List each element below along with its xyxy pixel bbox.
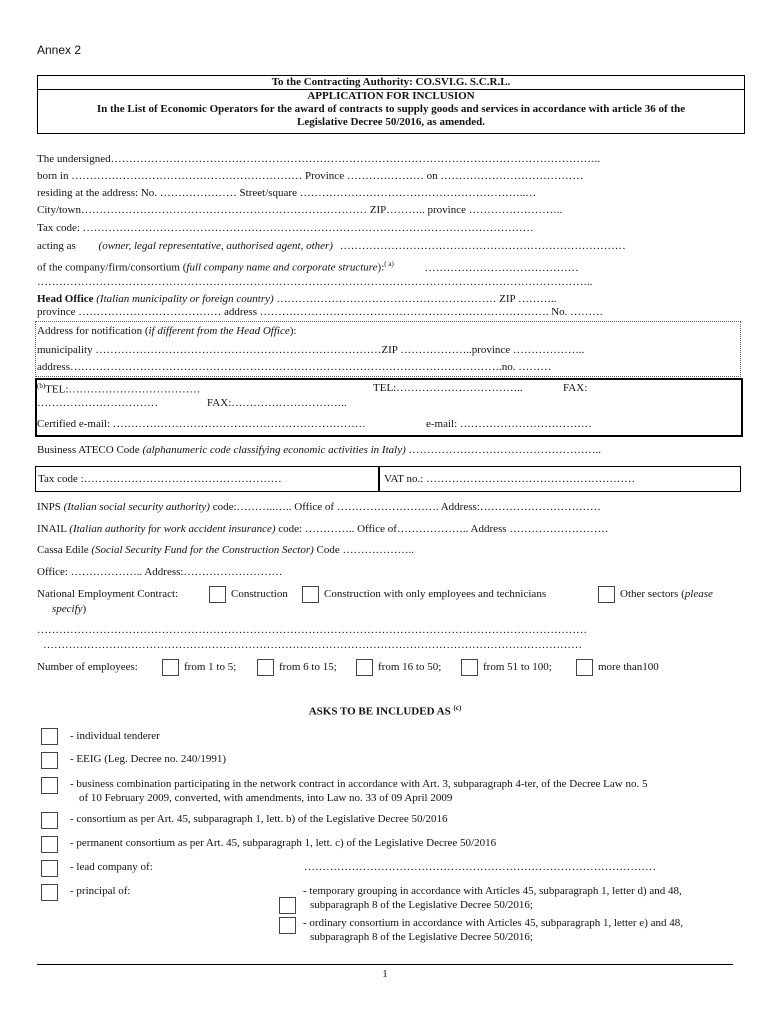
nec-specify-end: ) — [82, 603, 87, 615]
acting-label: acting as — [37, 240, 76, 252]
footnote-c: (c) — [453, 704, 462, 712]
company-field[interactable] — [37, 257, 743, 275]
company-dots: …………………………………… — [424, 261, 579, 274]
fax1-field[interactable]: …………………………… — [37, 397, 158, 409]
inps-hint: (Italian social security authority) — [63, 501, 210, 513]
head-office-dots: …………………………………………………… ZIP ……….. — [276, 293, 557, 305]
notification-title-post: ): — [289, 325, 297, 337]
nec-specify-line2[interactable]: ………………………………………………………………………………………………………………………………… — [43, 639, 582, 651]
ateco-label: Business ATECO Code — [37, 444, 140, 456]
employees-16-50-label: from 16 to 50; — [378, 661, 442, 673]
inail-dots: code: ………….. Office of……………….. Address ……………………… — [278, 523, 609, 535]
option-eeig-checkbox[interactable] — [41, 752, 58, 769]
asks-title — [0, 704, 770, 718]
tel2-field[interactable]: TEL:…………………………….. — [373, 382, 523, 394]
acting-as-field[interactable] — [37, 239, 743, 253]
taxcode-field[interactable]: Tax code: …………………………………………………………………………………………………………… — [37, 222, 534, 234]
footnote-a: ( a) — [384, 260, 394, 268]
born-field[interactable]: born in ……………………………………………………… Province ………………… on ………………………………… — [37, 170, 584, 182]
header-title-box — [37, 89, 745, 134]
notification-municipality[interactable]: municipality ……………………………………………………………………ZIP ………………..province ……………….. — [37, 344, 585, 356]
option-individual-checkbox[interactable] — [41, 728, 58, 745]
option-principal-label: - principal of: — [70, 885, 131, 897]
principal-temp-grouping-checkbox[interactable] — [279, 897, 296, 914]
office-field[interactable]: Office: ……………….. Address:……………………… — [37, 566, 283, 578]
option-lead-company-checkbox[interactable] — [41, 860, 58, 877]
company-continuation[interactable]: …………………………………………………………………………………………………………………………………….. — [37, 276, 593, 288]
header-line2: APPLICATION FOR INCLUSION — [307, 90, 475, 102]
nec-other-pre: Other sectors ( — [620, 588, 685, 600]
option-network-checkbox[interactable] — [41, 777, 58, 794]
pec-field[interactable]: Certified e-mail: …………………………………………………………… — [37, 418, 366, 430]
footnote-b: (b) — [37, 382, 46, 390]
head-office-field[interactable] — [37, 292, 743, 306]
vat-field[interactable]: VAT no.: ………………………………………………… — [384, 473, 636, 485]
company-label-end: ): — [377, 261, 385, 274]
tel1-text: TEL:……………………………… — [45, 383, 201, 396]
option-network-label-2: of 10 February 2009, converted, with amendments, into Law no. 33 of 09 April 2009 — [79, 792, 453, 804]
option-consortium-c-label: - permanent consortium as per Art. 45, subparagraph 1, lett. c) of the Legislative Decree 50/2016 — [70, 837, 497, 849]
cassa-label: Cassa Edile — [37, 544, 89, 556]
option-eeig-label: - EEIG (Leg. Decree no. 240/1991) — [70, 753, 227, 765]
undersigned-field[interactable]: The undersigned…………………………………………………………………………………………………………………….. — [37, 153, 601, 165]
tax-code-field[interactable]: Tax code :……………………………………………… — [38, 473, 282, 485]
employees-51-100-checkbox[interactable] — [461, 659, 478, 676]
notification-title-pre: Address for notification ( — [37, 325, 149, 337]
employees-100-plus-label: more than100 — [598, 661, 659, 673]
option-network-label-1: - business combination participating in the network contract in accordance with Art. 3, subparagraph 4-ter, of the Decree Law no. 5 — [70, 778, 648, 790]
inail-field[interactable] — [37, 522, 743, 536]
option-consortium-c-checkbox[interactable] — [41, 836, 58, 853]
principal-temp-grouping-label-1: - temporary grouping in accordance with Articles 45, subparagraph 1, letter d) and 48, — [303, 885, 682, 897]
header-authority — [37, 75, 745, 90]
cassa-hint: (Social Security Fund for the Construction Sector) — [91, 544, 314, 556]
header-line3: In the List of Economic Operators for the award of contracts to supply goods and services in accordance with article 36 of the — [96, 103, 686, 115]
nec-other-checkbox[interactable] — [598, 586, 615, 603]
employees-51-100-label: from 51 to 100; — [483, 661, 552, 673]
notification-address[interactable]: address……………………………………………………………………………………………………….no. ……… — [37, 361, 552, 373]
asks-title-text: ASKS TO BE INCLUDED AS — [308, 705, 451, 718]
principal-temp-grouping-label-2: subparagraph 8 of the Legislative Decree 50/2016; — [310, 899, 533, 911]
option-individual-label: - individual tenderer — [70, 730, 160, 742]
nec-label: National Employment Contract: — [37, 588, 179, 600]
annex-label: Annex 2 — [37, 43, 82, 57]
footer-divider — [37, 964, 733, 965]
notification-title — [37, 324, 743, 338]
inail-label: INAIL — [37, 523, 67, 535]
cassa-field[interactable] — [37, 543, 743, 557]
notification-title-hint: if different from the Head Office — [148, 325, 290, 337]
inps-label: INPS — [37, 501, 61, 513]
option-lead-company-label: - lead company of: — [70, 861, 153, 873]
option-consortium-b-label: - consortium as per Art. 45, subparagraph 1, lett. b) of the Legislative Decree 50/2016 — [70, 813, 448, 825]
tel1-field[interactable] — [37, 382, 200, 396]
ateco-hint: (alphanumeric code classifying economic activities in Italy) — [142, 444, 406, 456]
acting-hint: (owner, legal representative, authorised agent, other) — [98, 240, 333, 252]
company-label: of the company/firm/consortium ( — [37, 261, 187, 274]
page-number: 1 — [382, 968, 388, 980]
principal-ordinary-consortium-checkbox[interactable] — [279, 917, 296, 934]
company-hint: full company name and corporate structure — [186, 261, 378, 274]
residing-field[interactable]: residing at the address: No. ………………… Street/square ……………………………………………………..… — [37, 187, 537, 199]
principal-ordinary-consortium-label-1: - ordinary consortium in accordance with Articles 45, subparagraph 1, letter e) and 48, — [303, 917, 683, 929]
cassa-dots: Code ……………….. — [316, 544, 415, 556]
employees-label: Number of employees: — [37, 661, 138, 673]
head-office-hint: (Italian municipality or foreign country) — [96, 293, 274, 305]
employees-1-5-label: from 1 to 5; — [184, 661, 237, 673]
inps-dots: code:………..….. Office of ………………………. Address:…………………………… — [212, 501, 601, 513]
option-principal-checkbox[interactable] — [41, 884, 58, 901]
employees-1-5-checkbox[interactable] — [162, 659, 179, 676]
head-office-label: Head Office — [37, 293, 94, 305]
employees-6-15-label: from 6 to 15; — [279, 661, 337, 673]
nec-construction-label: Construction — [231, 588, 288, 600]
nec-specify-hint: specify — [52, 603, 83, 615]
header-line4: Legislative Decree 50/2016, as amended. — [297, 116, 485, 128]
fax2-field[interactable]: FAX:………………………….. — [207, 397, 347, 409]
city-field[interactable]: City/town…………………………………………………………………… ZIP……….. province …………………….. — [37, 204, 563, 216]
inail-hint: (Italian authority for work accident insurance) — [69, 523, 276, 535]
employees-6-15-checkbox[interactable] — [257, 659, 274, 676]
nec-specify-line1[interactable]: …………………………………………………………………………………………………………………………………… — [37, 624, 587, 636]
ateco-field[interactable] — [37, 443, 743, 457]
nec-other-specify — [52, 603, 86, 615]
acting-dots: …………………………………………………………………… — [339, 240, 626, 252]
employees-16-50-checkbox[interactable] — [356, 659, 373, 676]
province-address-field[interactable]: province ………………………………… address ……………………………………………………………………. No. ……… — [37, 306, 604, 318]
employees-100-plus-checkbox[interactable] — [576, 659, 593, 676]
nec-construction-employees-checkbox[interactable] — [302, 586, 319, 603]
option-consortium-b-checkbox[interactable] — [41, 812, 58, 829]
nec-other-hint: please — [684, 588, 713, 600]
nec-construction-checkbox[interactable] — [209, 586, 226, 603]
email-field[interactable]: e-mail: ……………………………… — [426, 418, 592, 430]
ateco-dots: …………………………………………….. — [408, 444, 601, 456]
fax1-label: FAX: — [563, 382, 588, 394]
nec-other-label — [620, 588, 713, 600]
inps-field[interactable] — [37, 500, 743, 514]
header-line1: To the Contracting Authority: CO.SVI.G. S.C.R.L. — [271, 76, 511, 88]
lead-company-field[interactable]: …………………………………………………………………………………… — [304, 861, 656, 873]
nec-construction-employees-label: Construction with only employees and technicians — [324, 588, 547, 600]
principal-ordinary-consortium-label-2: subparagraph 8 of the Legislative Decree 50/2016; — [310, 931, 533, 943]
